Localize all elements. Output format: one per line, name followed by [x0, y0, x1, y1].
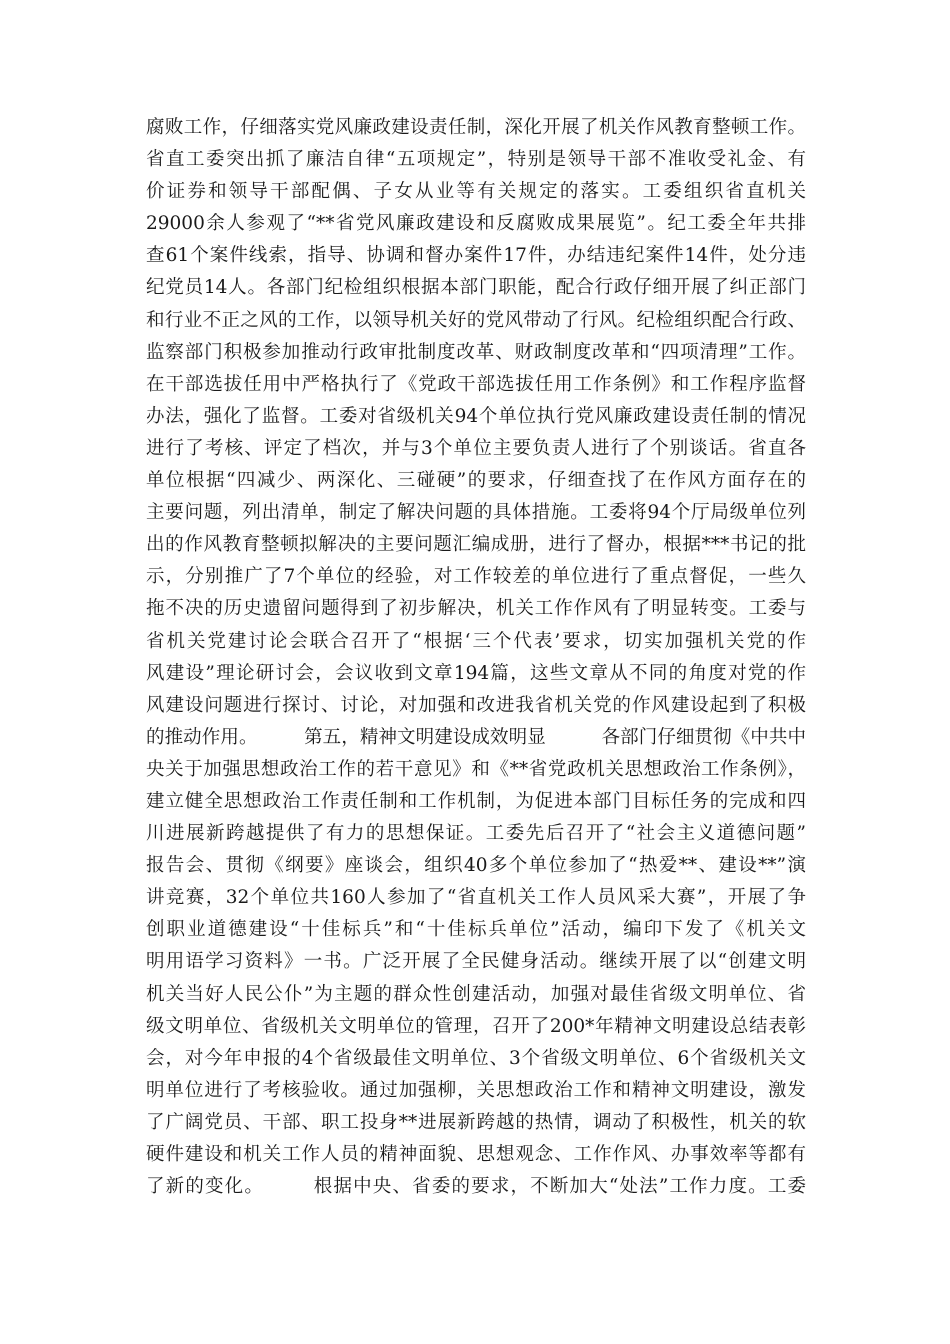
- text-line-34: 了新的变化。 根据中央、省委的要求，不断加大“处法”工作力度。工委: [146, 1176, 806, 1198]
- text-line-29: 级文明单位、省级机关文明单位的管理，召开了200*年精神文明建设总结表彰: [146, 1015, 806, 1037]
- text-line-21: 央关于加强思想政治工作的若干意见》和《**省党政机关思想政治工作条例》，: [146, 758, 806, 780]
- text-line-20: 的推动作用。 第五，精神文明建设成效明显 各部门仔细贯彻《中共中: [146, 726, 806, 748]
- text-line-24: 报告会、贯彻《纲要》座谈会，组织40多个单位参加了“热爱**、建设**”演: [146, 855, 806, 877]
- text-line-33: 硬件建设和机关工作人员的精神面貌、思想观念、工作作风、办事效率等都有: [146, 1144, 806, 1165]
- text-line-19: 风建设问题进行探讨、讨论，对加强和改进我省机关党的作风建设起到了积极: [146, 694, 806, 716]
- text-line-25: 讲竞赛，32个单位共160人参加了“省直机关工作人员风采大赛”，开展了争: [146, 887, 806, 909]
- text-line-7: 和行业不正之风的工作，以领导机关好的党风带动了行风。纪检组织配合行政、: [146, 309, 806, 331]
- text-line-1: 腐败工作，仔细落实党风廉政建设责任制，深化开展了机关作风教育整顿工作。: [146, 117, 806, 138]
- text-line-6: 纪党员14人。各部门纪检组织根据本部门职能，配合行政仔细开展了纠正部门: [146, 277, 806, 299]
- text-line-22: 建立健全思想政治工作责任制和工作机制，为促进本部门目标任务的完成和四: [146, 790, 806, 812]
- text-line-17: 省机关党建讨论会联合召开了“根据‘三个代表’要求，切实加强机关党的作: [146, 630, 806, 652]
- text-line-16: 拖不决的历史遗留问题得到了初步解决，机关工作作风有了明显转变。工委与: [146, 598, 806, 620]
- text-line-9: 在干部选拔任用中严格执行了《党政干部选拔任用工作条例》和工作程序监督: [146, 373, 806, 395]
- text-line-5: 查61个案件线索，指导、协调和督办案件17件，办结违纪案件14件，处分违: [146, 245, 806, 267]
- text-line-15: 示，分别推广了7个单位的经验，对工作较差的单位进行了重点督促，一些久: [146, 566, 806, 588]
- body-text: [146, 112, 806, 1203]
- text-line-32: 了广阔党员、干部、职工投身**进展新跨越的热情，调动了积极性，机关的软: [146, 1111, 806, 1133]
- text-line-13: 主要问题，列出清单，制定了解决问题的具体措施。工委将94个厅局级单位列: [146, 502, 806, 524]
- text-line-23: 川进展新跨越提供了有力的思想保证。工委先后召开了“社会主义道德问题”: [146, 823, 806, 845]
- text-line-10: 办法，强化了监督。工委对省级机关94个单位执行党风廉政建设责任制的情况: [146, 405, 806, 427]
- text-line-4: 29000余人参观了“**省党风廉政建设和反腐败成果展览”。纪工委全年共排: [146, 213, 806, 235]
- text-line-8: 监察部门积极参加推动行政审批制度改革、财政制度改革和“四项清理”工作。: [146, 341, 806, 363]
- text-line-26: 创职业道德建设“十佳标兵”和“十佳标兵单位”活动，编印下发了《机关文: [146, 919, 806, 941]
- text-line-3: 价证券和领导干部配偶、子女从业等有关规定的落实。工委组织省直机关: [146, 181, 806, 203]
- text-line-14: 出的作风教育整顿拟解决的主要问题汇编成册，进行了督办，根据***书记的批: [146, 534, 806, 556]
- text-line-11: 进行了考核、评定了档次，并与3个单位主要负责人进行了个别谈话。省直各: [146, 437, 806, 459]
- text-line-30: 会，对今年申报的4个省级最佳文明单位、3个省级文明单位、6个省级机关文: [146, 1047, 806, 1069]
- text-line-2: 省直工委突出抓了廉洁自律“五项规定”，特别是领导干部不准收受礼金、有: [146, 149, 806, 171]
- text-line-18: 风建设”理论研讨会，会议收到文章194篇，这些文章从不同的角度对党的作: [146, 662, 806, 684]
- text-line-31: 明单位进行了考核验收。通过加强柳，关思想政治工作和精神文明建设，激发: [146, 1079, 806, 1101]
- text-line-27: 明用语学习资料》一书。广泛开展了全民健身活动。继续开展了以“创建文明: [146, 951, 806, 973]
- text-line-28: 机关当好人民公仆”为主题的群众性创建活动，加强对最佳省级文明单位、省: [146, 983, 806, 1005]
- text-line-12: 单位根据“四减少、两深化、三碰硬”的要求，仔细查找了在作风方面存在的: [146, 470, 806, 492]
